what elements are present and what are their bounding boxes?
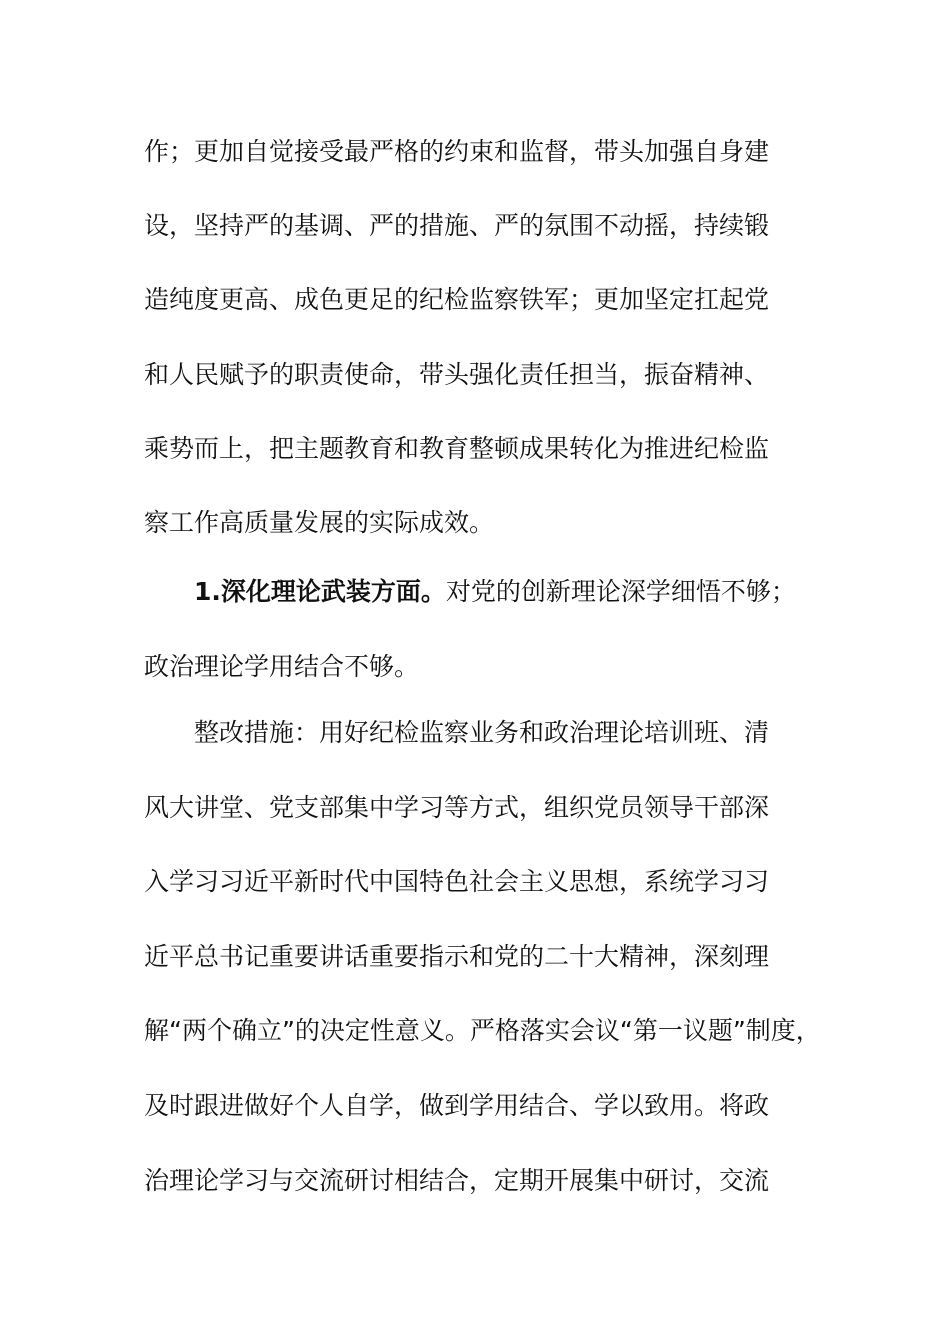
measures-line-4: 近平总书记重要讲话重要指示和党的二十大精神，深刻理 — [144, 942, 770, 971]
paragraph-line-2: 设，坚持严的基调、严的措施、严的氛围不动摇，持续锻 — [144, 211, 770, 240]
measures-line-3: 入学习习近平新时代中国特色社会主义思想，系统学习习 — [144, 867, 770, 896]
section-1-second-line: 政治理论学用结合不够。 — [144, 652, 420, 681]
measures-line-1: 整改措施：用好纪检监察业务和政治理论培训班、清 — [194, 718, 770, 747]
measures-line-6: 及时跟进做好个人自学，做到学用结合、学以致用。将政 — [144, 1091, 770, 1120]
paragraph-line-4: 和人民赋予的职责使命，带头强化责任担当，振奋精神、 — [144, 360, 770, 389]
paragraph-line-3: 造纯度更高、成色更足的纪检监察铁军；更加坚定扛起党 — [144, 285, 770, 314]
measures-line-2: 风大讲堂、党支部集中学习等方式，组织党员领导干部深 — [144, 793, 770, 822]
section-1-text: 对党的创新理论深学细悟不够； — [445, 577, 796, 606]
paragraph-line-1: 作；更加自觉接受最严格的约束和监督，带头加强自身建 — [144, 137, 770, 166]
section-1-first-line — [194, 577, 894, 607]
measures-line-5: 解“两个确立”的决定性意义。严格落实会议“第一议题”制度， — [144, 1016, 821, 1045]
paragraph-line-6: 察工作高质量发展的实际成效。 — [144, 508, 495, 537]
paragraph-line-5: 乘势而上，把主题教育和教育整顿成果转化为推进纪检监 — [144, 434, 770, 463]
section-1-heading: 1.深化理论武装方面。 — [194, 577, 446, 606]
measures-line-7: 治理论学习与交流研讨相结合，定期开展集中研讨，交流 — [144, 1166, 770, 1195]
